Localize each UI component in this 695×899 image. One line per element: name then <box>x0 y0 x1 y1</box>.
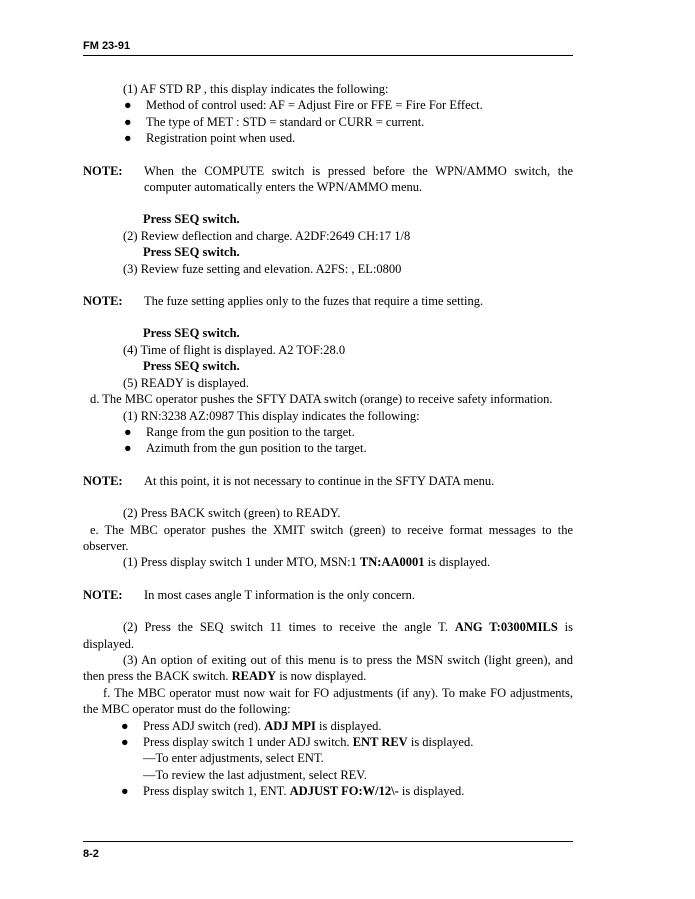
para-f: f. The MBC operator must now wait for FO adjustments (if any). To make FO adjustments, the MBC operator must do the following: <box>83 685 573 717</box>
step-e1: (1) Press display switch 1 under MTO, MSN:1 TN:AA0001 is displayed. <box>123 555 491 570</box>
sub-option: —To review the last adjustment, select REV. <box>143 767 367 782</box>
note-label: NOTE: <box>83 163 123 178</box>
bullet-icon: ● <box>124 114 132 129</box>
bullet-item: ● Press display switch 1 under ADJ switch. ENT REV is displayed. <box>121 735 474 749</box>
bullet-item: ● Azimuth from the gun position to the target. <box>124 441 367 456</box>
press-seq: Press SEQ switch. <box>143 212 240 227</box>
step-1: (1) AF STD RP , this display indicates the following: <box>123 82 389 96</box>
note-sfty: NOTE: At this point, it is not necessary to continue in the SFTY DATA menu. <box>83 473 495 488</box>
bullet-item: ● Range from the gun position to the target. <box>124 424 355 439</box>
page-header: FM 23-91 <box>83 40 131 52</box>
press-seq: Press SEQ switch. <box>143 359 240 374</box>
bullet-icon: ● <box>124 131 132 146</box>
note-fuze: NOTE: The fuze setting applies only to the fuzes that require a time setting. <box>83 294 484 309</box>
bullet-icon: ● <box>124 441 132 456</box>
step-e2: (2) Press the SEQ switch 11 times to receive the angle T. ANG T:0300MILS is displayed. <box>83 620 573 651</box>
bullet-item: ● Press ADJ switch (red). ADJ MPI is displayed. <box>121 718 382 733</box>
step-d2: (2) Press BACK switch (green) to READY. <box>123 506 341 521</box>
bullet-item: ● Press display switch 1, ENT. ADJUST FO:W/12\- is displayed. <box>121 784 465 799</box>
step-4: (4) Time of flight is displayed. A2 TOF:28.0 <box>123 342 346 357</box>
document-body <box>83 81 573 800</box>
press-seq: Press SEQ switch. <box>143 245 240 260</box>
bullet-item: ● The type of MET : STD = standard or CURR = current. <box>124 114 425 129</box>
footer-rule <box>83 841 573 842</box>
step-d1: (1) RN:3238 AZ:0987 This display indicates the following: <box>123 408 420 423</box>
page-number: 8-2 <box>83 848 99 860</box>
step-3: (3) Review fuze setting and elevation. A2FS: , EL:0800 <box>123 261 402 276</box>
header-rule <box>83 55 573 56</box>
step-e3: (3) An option of exiting out of this menu is to press the MSN switch (light green), and then press the BACK switch. READY is now displayed. <box>83 652 573 684</box>
bullet-icon: ● <box>124 424 132 439</box>
bullet-icon: ● <box>121 784 129 799</box>
note-angle: NOTE: In most cases angle T information is the only concern. <box>83 587 416 602</box>
bullet-icon: ● <box>124 98 132 113</box>
step-2: (2) Review deflection and charge. A2DF:2649 CH:17 1/8 <box>123 228 411 243</box>
para-d: d. The MBC operator pushes the SFTY DATA switch (orange) to receive safety information. <box>90 392 553 407</box>
note-label: NOTE: <box>83 587 123 602</box>
note-label: NOTE: <box>83 473 123 488</box>
para-e: e. The MBC operator pushes the XMIT switch (green) to receive format messages to the observer. <box>83 522 573 553</box>
sub-option: —To enter adjustments, select ENT. <box>143 751 324 766</box>
press-seq: Press SEQ switch. <box>143 326 240 341</box>
bullet-icon: ● <box>121 718 129 733</box>
note-label: NOTE: <box>83 294 123 309</box>
note-compute: NOTE: When the COMPUTE switch is pressed before the WPN/AMMO switch, the computer automatically enters the WPN/AMMO menu. <box>83 163 573 195</box>
step-5: (5) READY is displayed. <box>123 375 249 390</box>
bullet-item: ● Method of control used: AF = Adjust Fire or FFE = Fire For Effect. <box>124 98 483 113</box>
bullet-icon: ● <box>121 735 129 749</box>
bullet-item: ● Registration point when used. <box>124 131 296 146</box>
